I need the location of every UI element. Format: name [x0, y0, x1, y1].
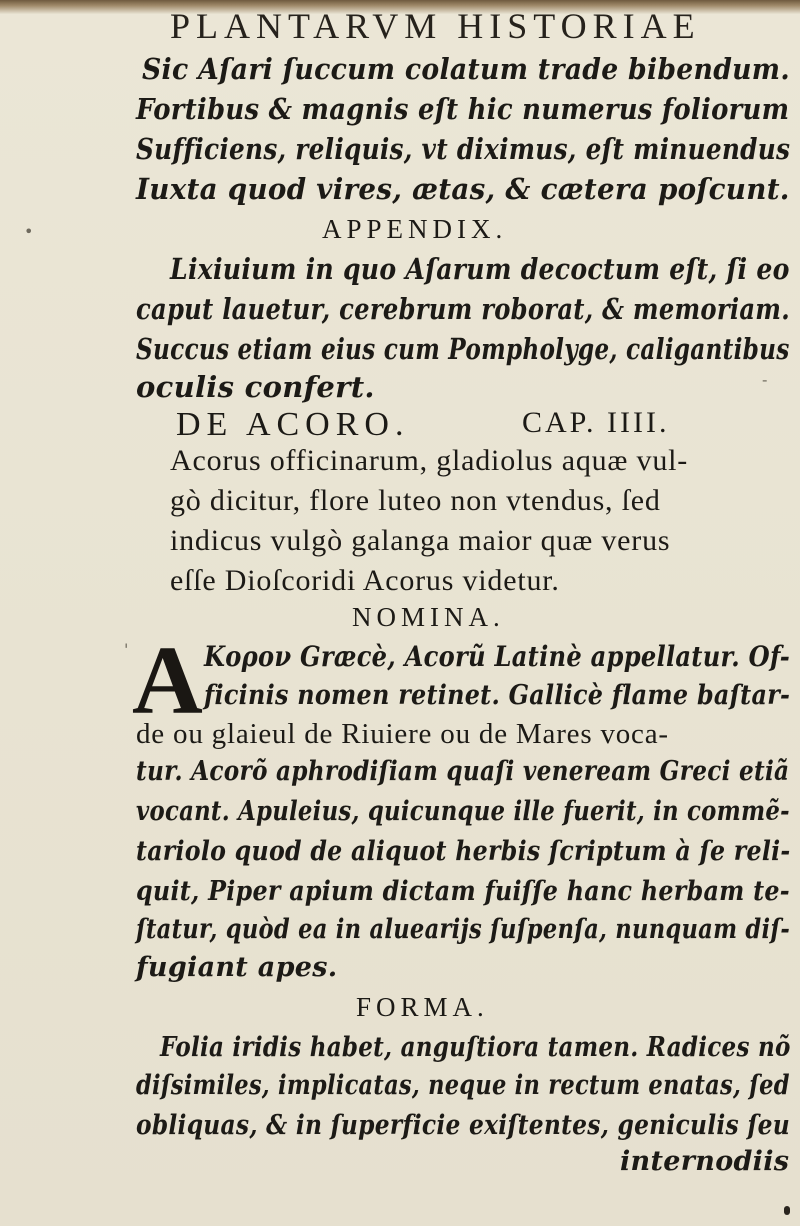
- margin-ink-dot: [784, 1206, 790, 1215]
- text-line: Lixiuium in quo Aſarum decoctum eſt, ſi eo: [170, 252, 790, 286]
- margin-speck: •: [24, 222, 34, 241]
- running-title: PLANTARVM HISTORIAE: [170, 6, 701, 46]
- text-line: caput lauetur, cerebrum roborat, & memoriam.: [136, 292, 790, 326]
- text-line: diſsimiles, implicatas, neque in rectum enatas, ſed: [136, 1070, 790, 1101]
- text-line: fugiant apes.: [136, 952, 338, 983]
- catchword: internodiis: [620, 1146, 790, 1177]
- text-line: ſtatur, quòd ea in aluearijs ſuſpenſa, nunquam diſ-: [136, 914, 790, 945]
- text-line: indicus vulgò galanga maior quæ verus: [170, 524, 671, 557]
- section-heading-nomina: NOMINA.: [352, 602, 505, 632]
- section-heading-forma: FORMA.: [356, 992, 489, 1022]
- text-line: de ou glaieul de Riuiere ou de Mares voca-: [136, 718, 669, 750]
- text-line: Succus etiam eius cum Pompholyge, caligantibus: [136, 332, 790, 366]
- text-line: tur. Acorõ aphrodiſiam quaſi veneream Greci etiã: [136, 756, 790, 787]
- text-line: tariolo quod de aliquot herbis ſcriptum à ſe reli-: [136, 836, 791, 867]
- text-line: oculis confert.: [136, 370, 375, 404]
- text-line: ficinis nomen retinet. Gallicè flame baſtar-: [204, 680, 791, 711]
- text-line: quit, Piper apium dictam fuiſſe hanc herbam te-: [136, 876, 790, 907]
- verse-line: Iuxta quod vires, ætas, & cætera poſcunt.: [136, 172, 790, 206]
- verse-line: Sic Aſari ſuccum colatum trade bibendum.: [142, 52, 790, 86]
- text-line: gò dicitur, flore luteo non vtendus, ſed: [170, 484, 661, 517]
- chapter-number: CAP. IIII.: [522, 406, 670, 439]
- drop-cap-initial: A: [132, 627, 203, 735]
- margin-speck: ': [124, 640, 129, 659]
- verse-line: Sufficiens, reliquis, vt diximus, eſt minuendus: [136, 132, 791, 166]
- verse-line: Fortibus & magnis eſt hic numerus foliorum: [136, 92, 790, 126]
- section-heading-appendix: APPENDIX.: [322, 214, 508, 244]
- text-line: eſſe Dioſcoridi Acorus videtur.: [170, 564, 560, 597]
- text-line: Κορον Græcè, Acorũ Latinè appellatur. Of-: [204, 640, 791, 673]
- text-line: vocant. Apuleius, quicunque ille fuerit, in commẽ-: [136, 796, 790, 827]
- text-line: Acorus officinarum, gladiolus aquæ vul-: [170, 444, 689, 477]
- margin-speck: -: [762, 370, 768, 389]
- chapter-title: DE ACORO.: [176, 406, 410, 443]
- text-line: obliquas, & in ſuperficie exiſtentes, geniculis ſeu: [136, 1110, 791, 1141]
- text-line: Folia iridis habet, anguſtiora tamen. Radices nõ: [160, 1032, 791, 1063]
